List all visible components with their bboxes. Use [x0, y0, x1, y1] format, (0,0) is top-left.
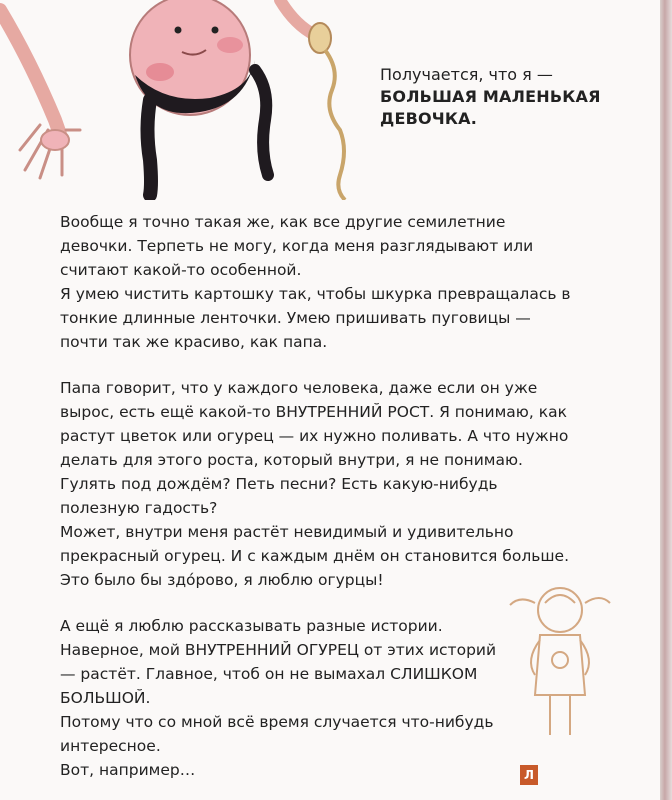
braids-sketch [510, 598, 610, 605]
intro-caps-line2: ДЕВОЧКА. [380, 109, 478, 128]
paragraph: Я умею чистить картошку так, чтобы шкурка превращалась в тонкие длинные ленточки. Умею пришивать пуговицы — почти так же красиво, как папа. [60, 285, 571, 351]
braid-left [148, 100, 152, 195]
page-edge [660, 0, 672, 800]
paragraph: Может, внутри меня растёт невидимый и удивительно прекрасный огурец. И с каждым днём он становится больше. Это было бы здо́рово, я люблю огурцы! [60, 523, 570, 589]
intro-caps-line1: БОЛЬШАЯ МАЛЕНЬКАЯ [380, 87, 601, 106]
intro-block [380, 64, 610, 130]
eye-right [212, 27, 219, 34]
girl-sketch-illustration [505, 575, 615, 745]
paragraph: Наверное, мой ВНУТРЕННИЙ ОГУРЕЦ от этих историй — растёт. Главное, чтоб он не вымахал СЛИШКОМ БОЛЬШОЙ. [60, 641, 497, 707]
publisher-logo: Л [520, 765, 538, 785]
braid-right [255, 70, 268, 175]
arm-left [0, 10, 62, 140]
intro-lead: Получается, что я — [380, 65, 553, 84]
main-text [60, 210, 575, 782]
upside-down-girl-illustration [0, 0, 360, 200]
legs-sketch [550, 695, 570, 735]
eye-left [175, 27, 182, 34]
paragraph: Вот, например… [60, 761, 196, 779]
paragraph: А ещё я люблю рассказывать разные истории. [60, 617, 443, 635]
potato [309, 23, 331, 53]
body-sketch [535, 635, 585, 695]
potato-peel [325, 50, 345, 200]
paragraph: Вообще я точно такая же, как все другие семилетние девочки. Терпеть не могу, когда меня разглядывают или считают какой-то особенной. [60, 213, 534, 279]
paragraph: Потому что со мной всё время случается что-нибудь интересное. [60, 713, 494, 755]
paragraph: Папа говорит, что у каждого человека, даже если он уже вырос, есть ещё какой-то ВНУТРЕННИЙ РОСТ. Я понимаю, как растут цветок или огурец — их нужно поливать. А что нужно делать для этого роста, который внутри, я не понимаю. Гулять под дождём? Петь песни? Есть какую-нибудь полезную гадость? [60, 379, 569, 517]
